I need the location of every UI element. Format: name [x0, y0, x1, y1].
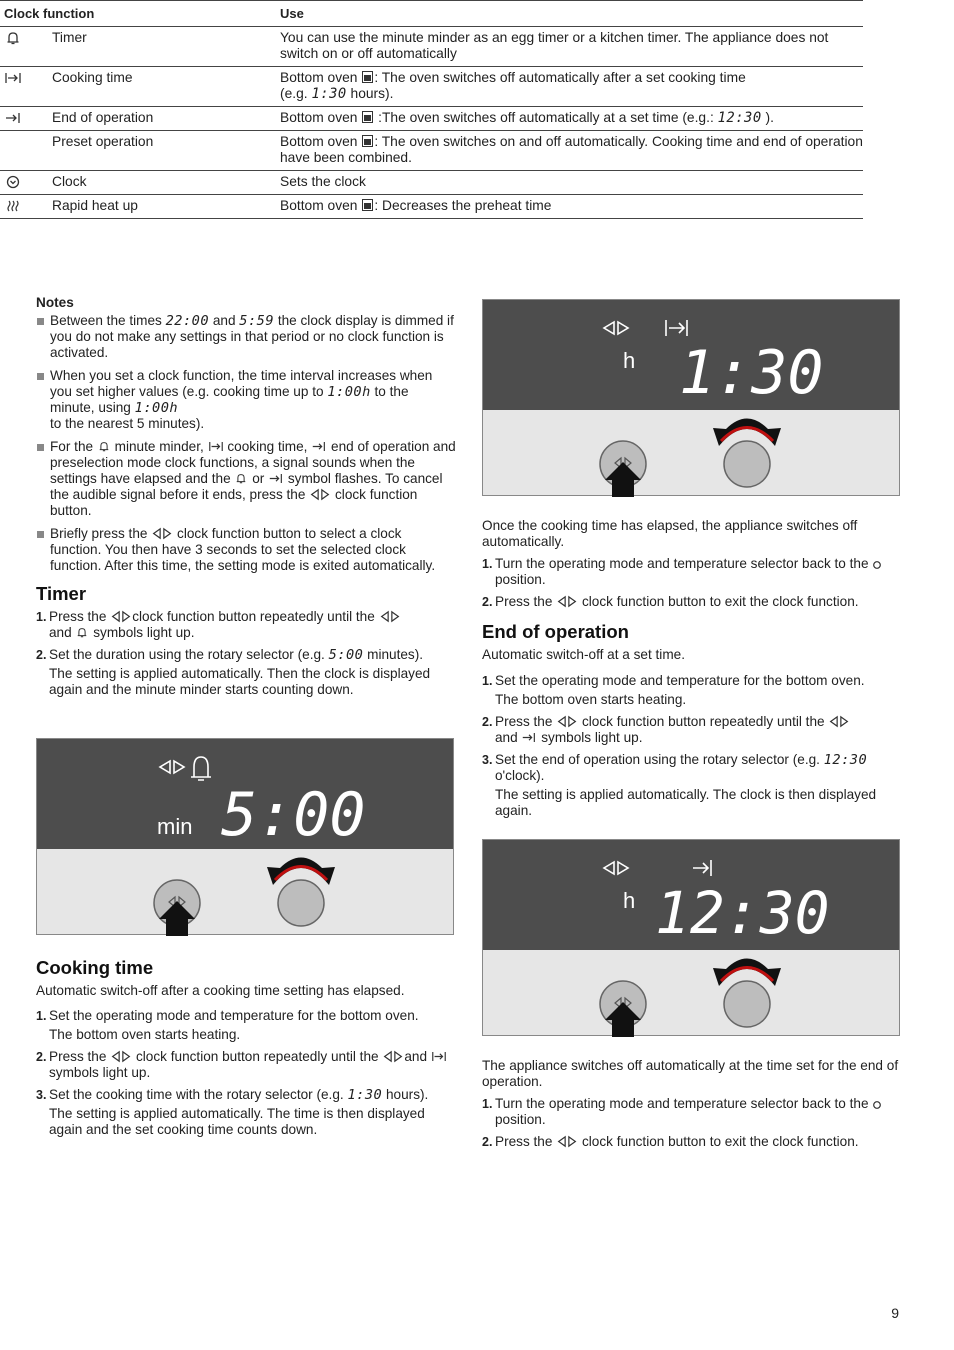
end-display-panel [482, 839, 900, 1036]
list-item: 1. Turn the operating mode and temperature selector back to the position. [482, 1096, 902, 1128]
bottom-oven-icon [362, 71, 373, 83]
table-row [0, 131, 863, 171]
clock-function-button-icon [828, 714, 850, 729]
left-column [36, 295, 456, 704]
end-arrow-icon [268, 471, 284, 486]
bell-icon [234, 471, 248, 486]
timer-steps [36, 609, 456, 698]
list-item: 1. Set the operating mode and temperature for the bottom oven. The bottom oven starts heating. [482, 673, 865, 707]
cooking-time-icon [431, 1049, 447, 1064]
segment-value: 12:30 [717, 110, 762, 126]
end-steps [482, 673, 902, 819]
off-position-icon [872, 556, 882, 571]
cooking-steps [36, 1008, 456, 1138]
cooking-heading: Cooking time [36, 957, 154, 978]
clock-function-indicator-icon [604, 862, 628, 874]
list-item: 2. Set the duration using the rotary selector (e.g. 5:00 minutes). The setting is applied automatically. Then the clock is displayed again and the minute minder starts counting down. [36, 647, 431, 697]
function-name: Clock [52, 171, 280, 195]
table-row [0, 171, 863, 195]
end-after-steps [482, 1096, 902, 1150]
notes-list [36, 313, 456, 574]
display-value: 5:00 [221, 780, 366, 850]
clock-function-button-icon [110, 609, 132, 624]
rotary-selector[interactable] [724, 441, 770, 487]
table-header-row [0, 1, 863, 27]
clock-icon [4, 175, 22, 189]
list-item: Briefly press the clock function button to select a clock function. You then have 3 seconds to set the selected clock function. After this time, the setting mode is exited automatically. [36, 526, 456, 574]
bottom-oven-icon [362, 199, 373, 211]
clock-function-table [0, 0, 863, 219]
end-arrow-icon [521, 730, 537, 745]
clock-function-button-icon [151, 526, 173, 541]
list-item: 3. Set the cooking time with the rotary selector (e.g. 1:30 hours). The setting is applied automatically. The time is then displayed again and the set cooking time counts down. [36, 1087, 429, 1137]
cooking-time-icon [208, 439, 224, 454]
clock-function-button-icon [110, 1049, 132, 1064]
bell-icon [97, 439, 111, 454]
cooking-after-text: Once the cooking time has elapsed, the appliance switches off automatically. [482, 518, 858, 549]
end-arrow-icon [4, 111, 22, 125]
function-name: Cooking time [52, 67, 280, 107]
end-arrow-indicator-icon [693, 860, 711, 876]
bottom-oven-icon [362, 111, 373, 123]
display-unit: h [623, 888, 636, 913]
function-use: Bottom oven : Decreases the preheat time [280, 195, 863, 219]
clock-function-button-icon [379, 609, 401, 624]
display-unit: min [157, 814, 193, 839]
list-item: When you set a clock function, the time interval increases when you set higher values (e.g. cooking time up to 1:00h to the minute, using 1:00h to the nearest 5 minutes). [36, 368, 456, 432]
table-row [0, 27, 863, 67]
function-use: Sets the clock [280, 171, 863, 195]
list-item: 2. Press the clock function button repeatedly until the and symbols light up. [36, 1049, 456, 1081]
list-item: 1. Turn the operating mode and temperature selector back to the position. [482, 556, 902, 588]
function-use: Bottom oven :The oven switches off automatically at a set time (e.g.: 12:30 ). [280, 107, 863, 131]
segment-value: 1:30 [311, 86, 347, 102]
display-value: 12:30 [655, 879, 830, 947]
clock-function-button-icon [309, 487, 331, 502]
end-intro: Automatic switch-off at a set time. [482, 647, 685, 662]
rapid-heat-icon [4, 199, 22, 213]
table-row [0, 107, 863, 131]
list-item: 2. Press the clock function button repeatedly until the and symbols light up. [482, 714, 902, 746]
table-row [0, 195, 863, 219]
timer-display-panel [36, 738, 454, 935]
cooking-time-indicator-icon [666, 320, 687, 336]
cooking-section [36, 957, 456, 1144]
clock-function-indicator-icon [160, 761, 184, 773]
end-after-text: The appliance switches off automatically at the time set for the end of operation. [482, 1058, 899, 1089]
end-heading: End of operation [482, 621, 629, 642]
list-item: 2. Press the clock function button to exit the clock function. [482, 1134, 859, 1149]
function-name: End of operation [52, 107, 280, 131]
cooking-intro: Automatic switch-off after a cooking time setting has elapsed. [36, 983, 405, 998]
bell-icon [75, 625, 89, 640]
clock-function-button-icon [556, 594, 578, 609]
list-item: 2. Press the clock function button to exit the clock function. [482, 594, 859, 609]
cooking-after-steps [482, 556, 902, 610]
bell-icon [4, 31, 22, 45]
function-use: Bottom oven : The oven switches on and off automatically. Cooking time and end of operation have been combined. [280, 131, 863, 171]
bell-indicator-icon [191, 757, 211, 780]
list-item: 3. Set the end of operation using the rotary selector (e.g. 12:30 o'clock). The setting is applied automatically. The clock is then displayed again. [482, 752, 877, 818]
function-use: You can use the minute minder as an egg timer or a kitchen timer. The appliance does not switch on or off automatically [280, 27, 863, 67]
function-name: Preset operation [52, 131, 280, 171]
cooking-after-section [482, 518, 902, 825]
clock-function-button-icon [556, 1134, 578, 1149]
list-item: 1. Press the clock function button repeatedly until the and symbols light up. [36, 609, 456, 641]
end-after-section [482, 1058, 902, 1156]
off-position-icon [872, 1096, 882, 1111]
list-item: For the minute minder, cooking time, end of operation and preselection mode clock functions, a signal sounds when the settings have elapsed and the or symbol flashes. To cancel the audible signal before it ends, press the clock function button. [36, 439, 456, 519]
cooking-time-icon [4, 71, 22, 85]
clock-function-button-icon [382, 1049, 404, 1064]
display-value: 1:30 [679, 338, 824, 408]
end-arrow-icon [311, 439, 327, 454]
notes-title: Notes [36, 295, 74, 310]
list-item: 1. Set the operating mode and temperature for the bottom oven. The bottom oven starts heating. [36, 1008, 419, 1042]
header-use: Use [280, 1, 863, 27]
table-row [0, 67, 863, 107]
list-item: Between the times 22:00 and 5:59 the clock display is dimmed if you do not make any settings in that period or no clock function is activated. [36, 313, 456, 361]
function-use: Bottom oven : The oven switches off automatically after a set cooking time (e.g. 1:30 hours). [280, 67, 863, 107]
rotary-selector[interactable] [724, 981, 770, 1027]
function-name: Rapid heat up [52, 195, 280, 219]
bottom-oven-icon [362, 135, 373, 147]
page-number: 9 [891, 1305, 899, 1321]
timer-heading: Timer [36, 583, 87, 604]
rotary-selector[interactable] [278, 880, 324, 926]
display-unit: h [623, 348, 636, 373]
header-clock-function: Clock function [0, 1, 280, 27]
cooking-display-panel [482, 299, 900, 496]
clock-function-button-icon [556, 714, 578, 729]
function-name: Timer [52, 27, 280, 67]
clock-function-indicator-icon [604, 322, 628, 334]
